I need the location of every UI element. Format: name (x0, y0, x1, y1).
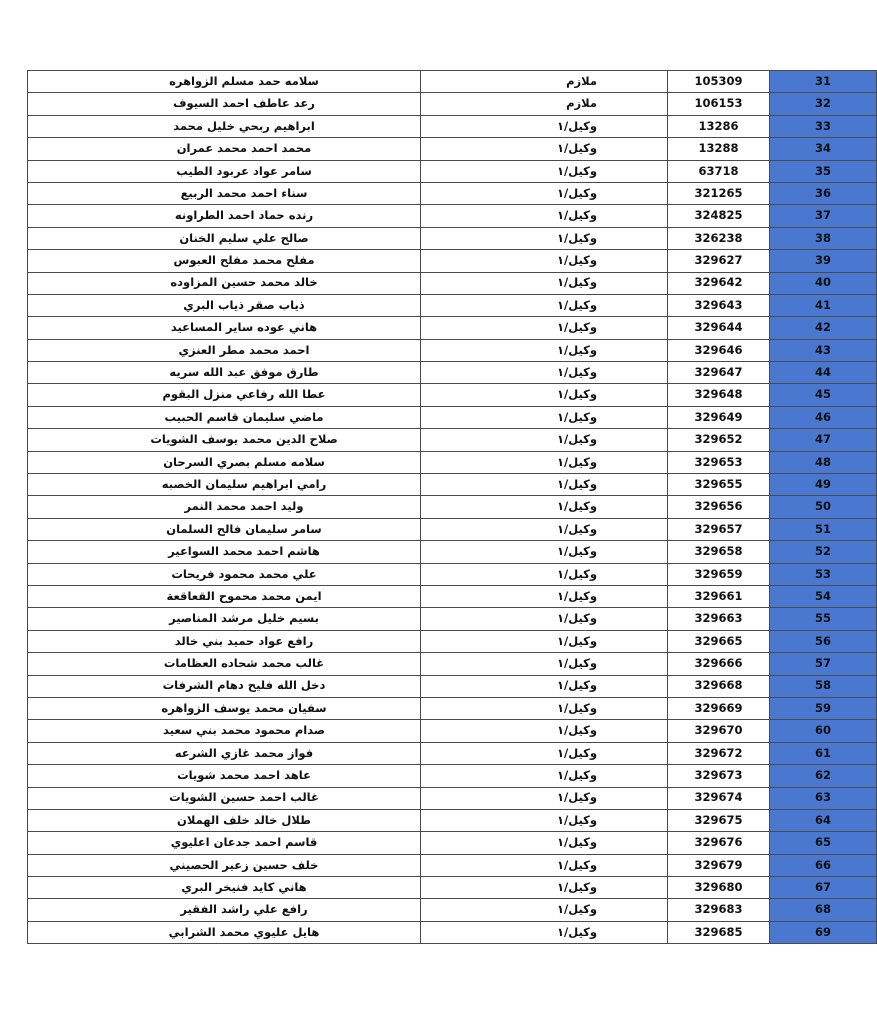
rank-cell: وكيل/١ (421, 720, 668, 742)
rank-cell: وكيل/١ (421, 250, 668, 272)
sequence-number-cell: 31 (770, 71, 877, 93)
name-cell: قاسم احمد جدعان اعليوي (28, 832, 421, 854)
table-row (28, 294, 877, 316)
service-number-cell: 329672 (668, 742, 770, 764)
rank-cell: وكيل/١ (421, 205, 668, 227)
sequence-number-cell: 58 (770, 675, 877, 697)
sequence-number-cell: 33 (770, 115, 877, 137)
rank-cell: وكيل/١ (421, 474, 668, 496)
sequence-number-cell: 62 (770, 765, 877, 787)
name-cell: رعد عاطف احمد السيوف (28, 93, 421, 115)
name-cell: خلف حسين زعير الحصيني (28, 854, 421, 876)
name-cell: سامر سليمان فالح السلمان (28, 518, 421, 540)
personnel-table (27, 70, 877, 944)
service-number-cell: 321265 (668, 182, 770, 204)
rank-cell: وكيل/١ (421, 339, 668, 361)
rank-cell: وكيل/١ (421, 787, 668, 809)
rank-cell: وكيل/١ (421, 653, 668, 675)
rank-cell: وكيل/١ (421, 832, 668, 854)
service-number-cell: 329646 (668, 339, 770, 361)
rank-cell: وكيل/١ (421, 384, 668, 406)
table-row (28, 765, 877, 787)
rank-cell: وكيل/١ (421, 160, 668, 182)
rank-cell: وكيل/١ (421, 697, 668, 719)
name-cell: طلال خالد خلف الهملان (28, 809, 421, 831)
table-row (28, 250, 877, 272)
service-number-cell: 329674 (668, 787, 770, 809)
sequence-number-cell: 37 (770, 205, 877, 227)
sequence-number-cell: 52 (770, 541, 877, 563)
sequence-number-cell: 55 (770, 608, 877, 630)
table-row (28, 406, 877, 428)
personnel-table-body (28, 71, 877, 944)
table-row (28, 115, 877, 137)
table-row (28, 832, 877, 854)
service-number-cell: 13288 (668, 138, 770, 160)
rank-cell: وكيل/١ (421, 854, 668, 876)
service-number-cell: 329673 (668, 765, 770, 787)
table-row (28, 921, 877, 943)
service-number-cell: 329679 (668, 854, 770, 876)
name-cell: رنده حماد احمد الطراونه (28, 205, 421, 227)
rank-cell: ملازم (421, 93, 668, 115)
name-cell: رافع علي راشد الفقير (28, 899, 421, 921)
rank-cell: وكيل/١ (421, 585, 668, 607)
service-number-cell: 329663 (668, 608, 770, 630)
sequence-number-cell: 66 (770, 854, 877, 876)
rank-cell: وكيل/١ (421, 630, 668, 652)
name-cell: ابراهيم ربحي خليل محمد (28, 115, 421, 137)
table-row (28, 227, 877, 249)
name-cell: دخل الله فليح دهام الشرفات (28, 675, 421, 697)
service-number-cell: 329680 (668, 877, 770, 899)
service-number-cell: 329675 (668, 809, 770, 831)
service-number-cell: 329685 (668, 921, 770, 943)
sequence-number-cell: 60 (770, 720, 877, 742)
service-number-cell: 329653 (668, 451, 770, 473)
sequence-number-cell: 47 (770, 429, 877, 451)
service-number-cell: 326238 (668, 227, 770, 249)
service-number-cell: 329652 (668, 429, 770, 451)
name-cell: هاني كايد فنيخر البري (28, 877, 421, 899)
sequence-number-cell: 50 (770, 496, 877, 518)
service-number-cell: 329627 (668, 250, 770, 272)
table-row (28, 809, 877, 831)
name-cell: عطا الله رفاعي منزل البقوم (28, 384, 421, 406)
sequence-number-cell: 69 (770, 921, 877, 943)
name-cell: ماضي سليمان قاسم الحبيب (28, 406, 421, 428)
service-number-cell: 329666 (668, 653, 770, 675)
sequence-number-cell: 64 (770, 809, 877, 831)
name-cell: هاشم احمد محمد السواعير (28, 541, 421, 563)
rank-cell: وكيل/١ (421, 675, 668, 697)
name-cell: سلامه حمد مسلم الزواهره (28, 71, 421, 93)
table-row (28, 563, 877, 585)
rank-cell: وكيل/١ (421, 563, 668, 585)
table-row (28, 742, 877, 764)
name-cell: مفلح محمد مفلح العبوس (28, 250, 421, 272)
sequence-number-cell: 43 (770, 339, 877, 361)
table-row (28, 854, 877, 876)
table-row (28, 272, 877, 294)
sequence-number-cell: 53 (770, 563, 877, 585)
service-number-cell: 329648 (668, 384, 770, 406)
rank-cell: وكيل/١ (421, 742, 668, 764)
rank-cell: وكيل/١ (421, 272, 668, 294)
table-row (28, 899, 877, 921)
rank-cell: وكيل/١ (421, 899, 668, 921)
rank-cell: وكيل/١ (421, 518, 668, 540)
name-cell: رامي ابراهيم سليمان الخصبه (28, 474, 421, 496)
rank-cell: وكيل/١ (421, 451, 668, 473)
table-row (28, 138, 877, 160)
rank-cell: وكيل/١ (421, 406, 668, 428)
table-row (28, 93, 877, 115)
table-row (28, 496, 877, 518)
sequence-number-cell: 44 (770, 362, 877, 384)
name-cell: رافع عواد حميد بني خالد (28, 630, 421, 652)
table-row (28, 451, 877, 473)
sequence-number-cell: 56 (770, 630, 877, 652)
name-cell: علي محمد محمود فريحات (28, 563, 421, 585)
service-number-cell: 329647 (668, 362, 770, 384)
service-number-cell: 324825 (668, 205, 770, 227)
rank-cell: ملازم (421, 71, 668, 93)
service-number-cell: 329668 (668, 675, 770, 697)
table-row (28, 697, 877, 719)
rank-cell: وكيل/١ (421, 294, 668, 316)
name-cell: محمد احمد محمد عمران (28, 138, 421, 160)
sequence-number-cell: 54 (770, 585, 877, 607)
sequence-number-cell: 39 (770, 250, 877, 272)
name-cell: سلامه مسلم بصري السرحان (28, 451, 421, 473)
name-cell: بسيم خليل مرشد المناصير (28, 608, 421, 630)
rank-cell: وكيل/١ (421, 809, 668, 831)
service-number-cell: 329656 (668, 496, 770, 518)
name-cell: سناء احمد محمد الربيع (28, 182, 421, 204)
sequence-number-cell: 38 (770, 227, 877, 249)
table-row (28, 474, 877, 496)
sequence-number-cell: 46 (770, 406, 877, 428)
rank-cell: وكيل/١ (421, 877, 668, 899)
table-row (28, 362, 877, 384)
sequence-number-cell: 68 (770, 899, 877, 921)
rank-cell: وكيل/١ (421, 362, 668, 384)
name-cell: خالد محمد حسين المزاوده (28, 272, 421, 294)
rank-cell: وكيل/١ (421, 227, 668, 249)
sequence-number-cell: 42 (770, 317, 877, 339)
name-cell: طارق موفق عبد الله سريه (28, 362, 421, 384)
sequence-number-cell: 35 (770, 160, 877, 182)
sequence-number-cell: 51 (770, 518, 877, 540)
service-number-cell: 106153 (668, 93, 770, 115)
name-cell: هايل عليوي محمد الشرابي (28, 921, 421, 943)
service-number-cell: 13286 (668, 115, 770, 137)
sequence-number-cell: 41 (770, 294, 877, 316)
name-cell: هاني عوده ساير المساعيد (28, 317, 421, 339)
service-number-cell: 329642 (668, 272, 770, 294)
service-number-cell: 63718 (668, 160, 770, 182)
table-row (28, 630, 877, 652)
table-row (28, 518, 877, 540)
rank-cell: وكيل/١ (421, 138, 668, 160)
sequence-number-cell: 65 (770, 832, 877, 854)
rank-cell: وكيل/١ (421, 541, 668, 563)
table-row (28, 720, 877, 742)
sequence-number-cell: 45 (770, 384, 877, 406)
service-number-cell: 329659 (668, 563, 770, 585)
service-number-cell: 105309 (668, 71, 770, 93)
name-cell: سامر عواد عربود الطيب (28, 160, 421, 182)
sequence-number-cell: 61 (770, 742, 877, 764)
table-row (28, 541, 877, 563)
service-number-cell: 329655 (668, 474, 770, 496)
table-row (28, 787, 877, 809)
sequence-number-cell: 59 (770, 697, 877, 719)
service-number-cell: 329649 (668, 406, 770, 428)
name-cell: صالح علي سليم الخنان (28, 227, 421, 249)
table-row (28, 608, 877, 630)
rank-cell: وكيل/١ (421, 765, 668, 787)
name-cell: ذياب صقر ذياب البري (28, 294, 421, 316)
table-row (28, 339, 877, 361)
table-row (28, 160, 877, 182)
table-row (28, 384, 877, 406)
table-row (28, 429, 877, 451)
sequence-number-cell: 67 (770, 877, 877, 899)
service-number-cell: 329670 (668, 720, 770, 742)
rank-cell: وكيل/١ (421, 429, 668, 451)
table-row (28, 585, 877, 607)
sequence-number-cell: 36 (770, 182, 877, 204)
table-row (28, 182, 877, 204)
name-cell: صلاح الدين محمد يوسف الشويات (28, 429, 421, 451)
table-row (28, 675, 877, 697)
name-cell: وليد احمد محمد النمر (28, 496, 421, 518)
sequence-number-cell: 32 (770, 93, 877, 115)
rank-cell: وكيل/١ (421, 115, 668, 137)
table-row (28, 205, 877, 227)
sequence-number-cell: 34 (770, 138, 877, 160)
service-number-cell: 329657 (668, 518, 770, 540)
name-cell: غالب محمد شحاده العظامات (28, 653, 421, 675)
service-number-cell: 329669 (668, 697, 770, 719)
table-row (28, 877, 877, 899)
name-cell: فواز محمد غازي الشرعه (28, 742, 421, 764)
service-number-cell: 329644 (668, 317, 770, 339)
rank-cell: وكيل/١ (421, 921, 668, 943)
service-number-cell: 329643 (668, 294, 770, 316)
name-cell: غالب احمد حسين الشويات (28, 787, 421, 809)
rank-cell: وكيل/١ (421, 317, 668, 339)
sequence-number-cell: 57 (770, 653, 877, 675)
name-cell: سفيان محمد يوسف الزواهره (28, 697, 421, 719)
rank-cell: وكيل/١ (421, 182, 668, 204)
sequence-number-cell: 48 (770, 451, 877, 473)
name-cell: احمد محمد مطر العنزي (28, 339, 421, 361)
name-cell: صدام محمود محمد بني سعيد (28, 720, 421, 742)
service-number-cell: 329665 (668, 630, 770, 652)
name-cell: عاهد احمد محمد شويات (28, 765, 421, 787)
service-number-cell: 329661 (668, 585, 770, 607)
table-row (28, 71, 877, 93)
rank-cell: وكيل/١ (421, 496, 668, 518)
table-row (28, 653, 877, 675)
sequence-number-cell: 40 (770, 272, 877, 294)
table-row (28, 317, 877, 339)
sequence-number-cell: 49 (770, 474, 877, 496)
sequence-number-cell: 63 (770, 787, 877, 809)
service-number-cell: 329676 (668, 832, 770, 854)
name-cell: ايمن محمد محموح القعاقعة (28, 585, 421, 607)
service-number-cell: 329683 (668, 899, 770, 921)
rank-cell: وكيل/١ (421, 608, 668, 630)
service-number-cell: 329658 (668, 541, 770, 563)
